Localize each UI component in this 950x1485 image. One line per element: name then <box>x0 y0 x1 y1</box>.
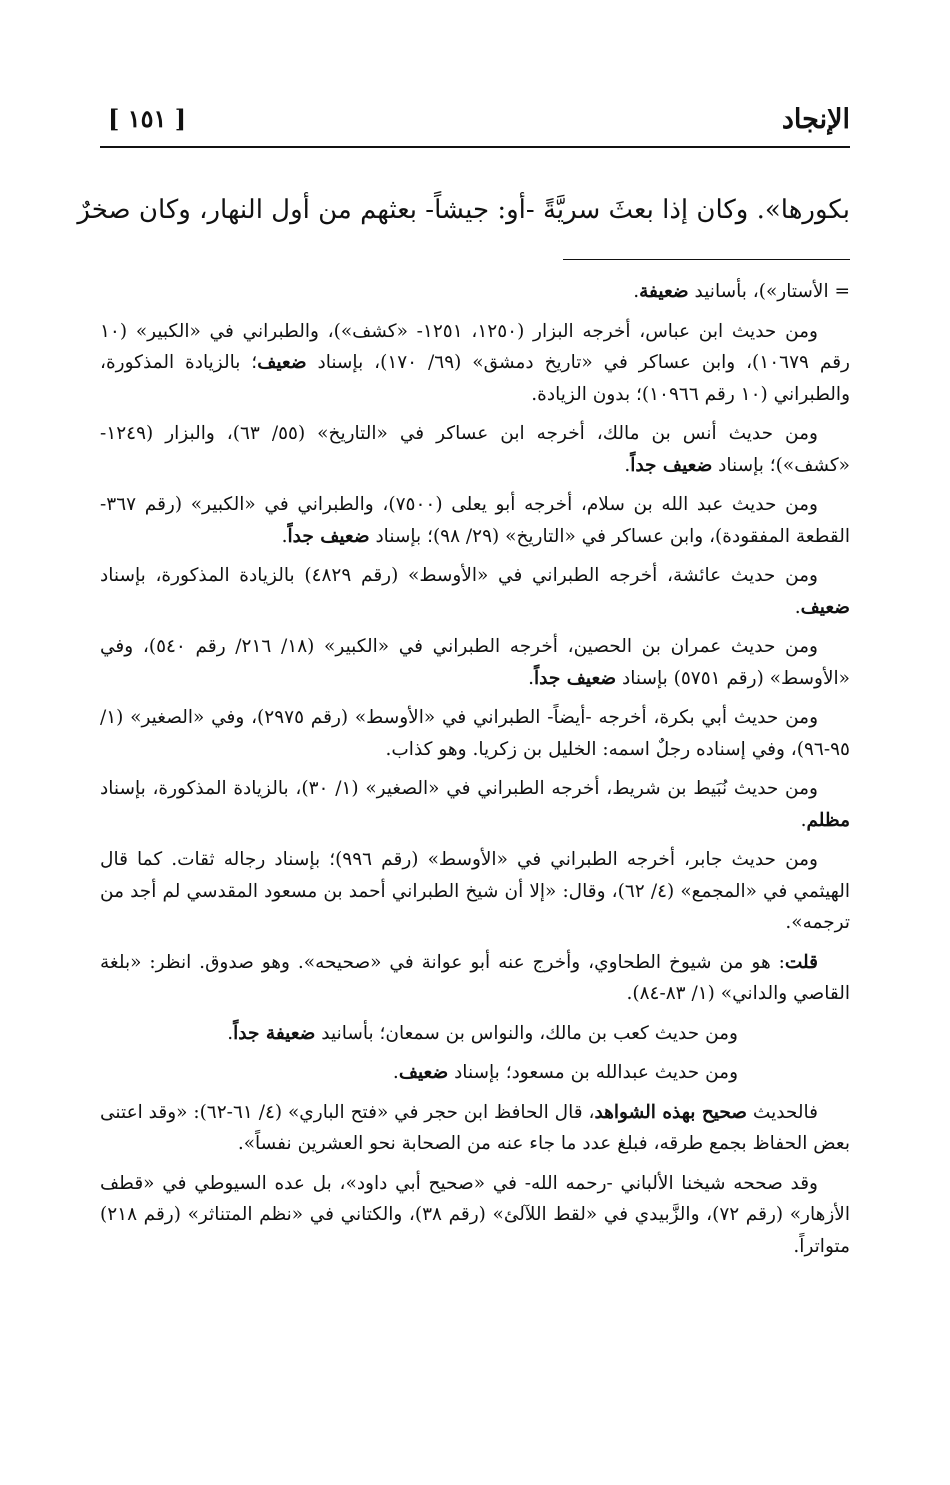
footnote-emphasis: ضعيف جداً <box>287 525 370 547</box>
footnote-paragraph <box>100 276 850 308</box>
footnote-paragraph <box>100 631 850 694</box>
footnote-text: . <box>528 667 535 689</box>
footnote-emphasis: ضعيف <box>257 352 307 373</box>
footnote-text: . <box>281 525 288 547</box>
footnote-text: وقد صححه شيخنا الألباني -رحمه الله- في «صحيح أبي داود»، بل عده السيوطي في «قطف الأزهار» (رقم ٧٢)، والزَّبيدي في «لقط اللآلئ» (رقم ٣٨)، والكتاني في «نظم المتناثر» (رقم ٢١٨) متواتراً. <box>100 1172 850 1257</box>
footnote-text: : هو من شيوخ الطحاوي، وأخرج عنه أبو عوانة في «صحيحه». وهو صدوق. انظر: «بلغة القاصي والداني» (١/ ٨٣-٨٤). <box>100 951 850 1004</box>
main-text-line: بكورها». وكان إذا بعثَ سريَّةً -أو: جيشاً- بعثهم من أول النهار، وكان صخرٌ <box>77 195 850 225</box>
footnote-text: فالحديث <box>747 1101 818 1123</box>
footnote-text: ، قال الحافظ ابن حجر في «فتح الباري» (٤/ ٦١-٦٢): «وقد اعتنى بعض الحفاظ بجمع طرقه، فبلغ عدد ما جاء عنه من الصحابة نحو العشرين نفساً». <box>100 1101 850 1154</box>
footnote-paragraph <box>100 947 850 1010</box>
footnote-text: . <box>624 454 631 476</box>
footnote-text: ومن حديث عائشة، أخرجه الطبراني في «الأوسط» (رقم ٤٨٢٩) بالزيادة المذكورة، بإسناد <box>100 565 818 586</box>
page-header <box>100 100 850 140</box>
running-title: الإنجاد <box>781 104 850 135</box>
footnote-emphasis: ضعيف جداً <box>630 454 713 476</box>
footnotes <box>100 276 850 1270</box>
footnote-paragraph <box>100 1168 850 1263</box>
footnote-text: ومن حديث نُبَيط بن شريط، أخرجه الطبراني في «الصغير» (١/ ٣٠)، بالزيادة المذكورة، بإسناد <box>100 778 818 799</box>
footnote-text: . <box>392 1062 399 1083</box>
footnote-text: ومن حديث جابر، أخرجه الطبراني في «الأوسط» (رقم ٩٩٦)؛ بإسناد رجاله ثقات. كما قال الهيثمي في «المجمع» (٤/ ٦٢)، وقال: «إلا أن شيخ الطبراني أحمد بن مسعود المقدسي لم أجد من ترجمه». <box>100 849 850 933</box>
footnote-paragraph <box>100 316 850 411</box>
footnote-paragraph <box>100 1018 850 1050</box>
footnote-text: ومن حديث عبدالله بن مسعود؛ بإسناد <box>448 1062 738 1083</box>
footnote-text: . <box>800 809 807 831</box>
footnote-emphasis: ضعيف <box>398 1062 449 1083</box>
footnote-paragraph <box>100 1097 850 1160</box>
footnote-text: ومن حديث أبي بكرة، أخرجه -أيضاً- الطبراني في «الأوسط» (رقم ٢٩٧٥)، وفي «الصغير» (١/ ٩٥-٩٦)، وفي إسناده رجلٌ اسمه: الخليل بن زكريا. وهو كذاب. <box>100 707 850 760</box>
footnote-text: ومن حديث كعب بن مالك، والنواس بن سمعان؛ بأسانيد <box>315 1022 738 1044</box>
footnote-emphasis: ضعيفة جداً <box>233 1022 316 1044</box>
footnote-text: ومن حديث عبد الله بن سلام، أخرجه أبو يعلى (٧٥٠٠)، والطبراني في «الكبير» (رقم ٣٦٧- القطعة المفقودة)، وابن عساكر في «التاريخ» (٢٩/ ٩٨)؛ بإسناد <box>100 494 850 547</box>
footnote-text: . <box>794 596 801 618</box>
footnote-text: = الأستار»)، بأسانيد <box>688 281 850 302</box>
footnote-emphasis: صحيح بهذه الشواهد <box>594 1101 748 1123</box>
footnote-separator <box>563 259 850 260</box>
footnote-emphasis: قلت <box>784 951 818 973</box>
footnote-paragraph <box>100 773 850 836</box>
footnote-text: ومن حديث ابن عباس، أخرجه البزار (١٢٥٠، ١٢٥١- «كشف»)، والطبراني في «الكبير» (١٠ رقم ١٠٦٧٩)، وابن عساكر في «تاريخ دمشق» (٦٩/ ١٧٠)، بإسناد <box>100 320 850 373</box>
footnote-paragraph <box>100 1057 850 1089</box>
footnote-text: . <box>633 281 640 302</box>
footnote-text: ومن حديث أنس بن مالك، أخرجه ابن عساكر في «التاريخ» (٥٥/ ٦٣)، والبزار (١٢٤٩- «كشف»)؛ بإسناد <box>100 423 850 476</box>
footnote-emphasis: ضعيفة <box>639 281 689 302</box>
footnote-paragraph <box>100 702 850 765</box>
footnote-paragraph <box>100 489 850 552</box>
footnote-paragraph <box>100 560 850 623</box>
footnote-emphasis: ضعيف <box>800 596 850 618</box>
footnote-text: . <box>227 1022 234 1044</box>
footnote-emphasis: مظلم <box>806 809 850 831</box>
footnote-text: ومن حديث عمران بن الحصين، أخرجه الطبراني في «الكبير» (١٨/ ٢١٦/ رقم ٥٤٠)، وفي «الأوسط» (رقم ٥٧٥١) بإسناد <box>100 636 850 689</box>
footnote-text: ؛ بالزيادة المذكورة، والطبراني (١٠ رقم ١٠٩٦٦)؛ بدون الزيادة. <box>100 352 850 405</box>
header-rule <box>100 146 850 148</box>
page-number: [ ١٥١ ] <box>108 104 187 133</box>
footnote-paragraph <box>100 418 850 481</box>
footnote-paragraph <box>100 844 850 939</box>
footnote-emphasis: ضعيف جداً <box>534 667 617 689</box>
